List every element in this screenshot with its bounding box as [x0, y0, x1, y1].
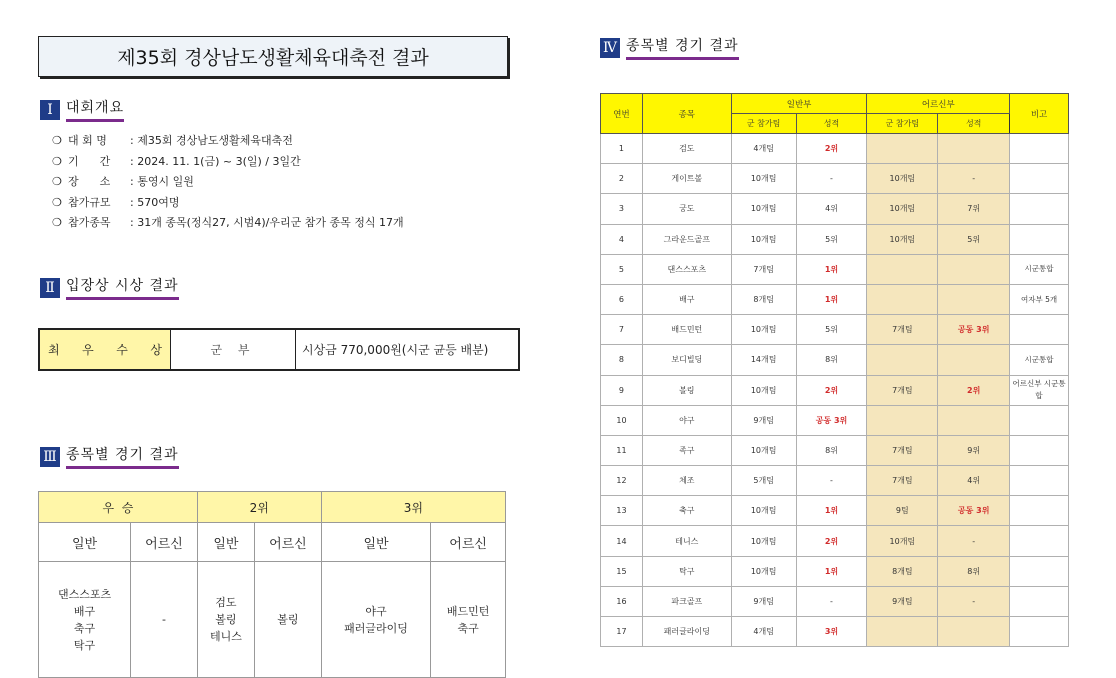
award-char: 상 — [150, 343, 162, 357]
event-results-table — [600, 93, 1069, 647]
table-row — [601, 496, 1069, 526]
event-name: 댄스스포츠 — [642, 254, 731, 284]
event-name: 족구 — [642, 435, 731, 465]
row-number: 2 — [601, 164, 643, 194]
table-row — [601, 556, 1069, 586]
header-first-place: 우 승 — [39, 492, 198, 523]
general-team-count: 4개팀 — [731, 617, 796, 647]
general-team-count: 10개팀 — [731, 375, 796, 405]
overview-value: : 2024. 11. 1(금) ~ 3(일) / 3일간 — [130, 154, 301, 168]
row-number: 17 — [601, 617, 643, 647]
event-name: 축구 — [457, 621, 479, 635]
event-name: 배드민턴 — [642, 315, 731, 345]
row-number: 7 — [601, 315, 643, 345]
row-number: 3 — [601, 194, 643, 224]
header-event: 종목 — [642, 94, 731, 134]
note — [1010, 466, 1069, 496]
senior-team-count — [867, 345, 938, 375]
general-team-count: 7개팀 — [731, 254, 796, 284]
table-row — [601, 254, 1069, 284]
general-team-count: 8개팀 — [731, 284, 796, 314]
overview-item — [52, 172, 404, 193]
table-row — [601, 345, 1069, 375]
note — [1010, 496, 1069, 526]
award-char: 수 — [116, 343, 128, 357]
results-cell — [39, 562, 131, 678]
note: 어르신부 시군통합 — [1010, 375, 1069, 405]
general-team-count: 10개팀 — [731, 435, 796, 465]
table-row — [601, 586, 1069, 616]
senior-result — [938, 254, 1010, 284]
senior-team-count: 8개팀 — [867, 556, 938, 586]
general-result: 2위 — [796, 134, 867, 164]
note: 여자부 5개 — [1010, 284, 1069, 314]
senior-team-count — [867, 134, 938, 164]
senior-team-count — [867, 284, 938, 314]
senior-result: - — [938, 164, 1010, 194]
general-team-count: 10개팀 — [731, 224, 796, 254]
overview-item — [52, 131, 404, 152]
row-number: 4 — [601, 224, 643, 254]
section-award-heading — [40, 275, 179, 300]
header-general: 일반부 — [731, 94, 867, 114]
general-team-count: 10개팀 — [731, 496, 796, 526]
subheader-general-result: 성적 — [796, 114, 867, 134]
general-result: 8위 — [796, 345, 867, 375]
event-name: 축구 — [73, 621, 96, 635]
senior-result: 2위 — [938, 375, 1010, 405]
award-name-cell — [40, 330, 171, 369]
results-cell — [321, 562, 431, 678]
senior-team-count: 7개팀 — [867, 435, 938, 465]
senior-result: 5위 — [938, 224, 1010, 254]
table-row — [601, 435, 1069, 465]
section-title: 종목별 경기 결과 — [66, 444, 179, 469]
section-detail-heading — [600, 35, 739, 60]
table-row — [601, 315, 1069, 345]
event-name: 테니스 — [209, 630, 242, 643]
row-number: 15 — [601, 556, 643, 586]
event-name: 보디빌딩 — [642, 345, 731, 375]
row-number: 13 — [601, 496, 643, 526]
award-prize-cell: 시상금 770,000원(시군 균등 배분) — [302, 343, 489, 357]
overview-value: : 제35회 경상남도생활체육대축전 — [130, 134, 293, 147]
event-name: 탁구 — [642, 556, 731, 586]
row-number: 5 — [601, 254, 643, 284]
event-name: 궁도 — [642, 194, 731, 224]
overview-item — [52, 152, 404, 173]
senior-team-count: 9팀 — [867, 496, 938, 526]
senior-team-count: 10개팀 — [867, 224, 938, 254]
table-row — [601, 375, 1069, 405]
table-row — [601, 164, 1069, 194]
general-result: 2위 — [796, 375, 867, 405]
senior-result: 7위 — [938, 194, 1010, 224]
senior-result — [938, 345, 1010, 375]
event-name: 볼링 — [277, 613, 299, 626]
senior-result — [938, 284, 1010, 314]
subheader: 어르신 — [431, 523, 506, 562]
general-team-count: 10개팀 — [731, 164, 796, 194]
results-summary-table — [38, 491, 506, 678]
note — [1010, 556, 1069, 586]
event-name: - — [161, 613, 166, 626]
event-name: 야구 — [642, 405, 731, 435]
overview-value: : 570여명 — [130, 195, 180, 209]
results-cell — [197, 562, 254, 678]
award-char: 우 — [82, 343, 94, 357]
general-team-count: 9개팀 — [731, 405, 796, 435]
general-result: 1위 — [796, 254, 867, 284]
event-name: 탁구 — [73, 638, 96, 652]
event-name: 야구 — [365, 604, 387, 618]
senior-result: 4위 — [938, 466, 1010, 496]
senior-team-count: 7개팀 — [867, 466, 938, 496]
table-row — [601, 284, 1069, 314]
overview-key: 대 회 명 — [68, 134, 107, 147]
row-number: 16 — [601, 586, 643, 616]
general-team-count: 14개팀 — [731, 345, 796, 375]
note — [1010, 194, 1069, 224]
header-second-place: 2위 — [197, 492, 321, 523]
bullet-icon: ❍ — [52, 195, 62, 209]
senior-result — [938, 405, 1010, 435]
subheader: 어르신 — [255, 523, 322, 562]
note — [1010, 435, 1069, 465]
row-number: 9 — [601, 375, 643, 405]
note: 시군통합 — [1010, 345, 1069, 375]
section-overview-heading — [40, 97, 124, 122]
general-result: 1위 — [796, 496, 867, 526]
event-name: 배드민턴 — [446, 604, 490, 618]
senior-team-count: 10개팀 — [867, 526, 938, 556]
award-division-cell: 군 부 — [171, 330, 296, 369]
event-name: 배구 — [642, 284, 731, 314]
senior-team-count: 10개팀 — [867, 194, 938, 224]
senior-result — [938, 617, 1010, 647]
note — [1010, 224, 1069, 254]
section-title: 대회개요 — [66, 97, 124, 122]
row-number: 10 — [601, 405, 643, 435]
general-result: 4위 — [796, 194, 867, 224]
row-number: 14 — [601, 526, 643, 556]
senior-result: 공동 3위 — [938, 315, 1010, 345]
general-result: 1위 — [796, 284, 867, 314]
subheader-senior-result: 성적 — [938, 114, 1010, 134]
results-cell — [431, 562, 506, 678]
subheader: 일반 — [321, 523, 431, 562]
header-senior: 어르신부 — [867, 94, 1010, 114]
bullet-icon: ❍ — [52, 154, 62, 168]
header-no: 연번 — [601, 94, 643, 134]
results-cell — [131, 562, 198, 678]
section-number: Ⅰ — [40, 100, 60, 120]
general-result: 5위 — [796, 224, 867, 254]
row-number: 1 — [601, 134, 643, 164]
overview-value: : 통영시 일원 — [130, 175, 194, 188]
section-number: Ⅲ — [40, 447, 60, 467]
note — [1010, 134, 1069, 164]
table-row — [601, 224, 1069, 254]
senior-team-count: 10개팀 — [867, 164, 938, 194]
general-result: - — [796, 586, 867, 616]
senior-team-count — [867, 405, 938, 435]
note — [1010, 405, 1069, 435]
table-row — [601, 194, 1069, 224]
senior-result: - — [938, 586, 1010, 616]
note — [1010, 526, 1069, 556]
overview-key: 기 간 — [68, 154, 111, 168]
results-cell — [255, 562, 322, 678]
table-row — [601, 617, 1069, 647]
note: 시군통합 — [1010, 254, 1069, 284]
overview-key: 장 소 — [68, 175, 111, 188]
event-name: 파크골프 — [642, 586, 731, 616]
general-result: 5위 — [796, 315, 867, 345]
senior-result: - — [938, 526, 1010, 556]
senior-team-count — [867, 617, 938, 647]
document-title: 제35회 경상남도생활체육대축전 결과 — [38, 36, 508, 77]
general-result: 8위 — [796, 435, 867, 465]
table-row — [601, 526, 1069, 556]
event-name: 볼링 — [215, 613, 237, 626]
general-result: 1위 — [796, 556, 867, 586]
general-team-count: 10개팀 — [731, 315, 796, 345]
row-number: 11 — [601, 435, 643, 465]
general-result: 3위 — [796, 617, 867, 647]
table-row — [601, 405, 1069, 435]
row-number: 12 — [601, 466, 643, 496]
general-team-count: 10개팀 — [731, 194, 796, 224]
row-number: 6 — [601, 284, 643, 314]
senior-result: 8위 — [938, 556, 1010, 586]
section-number: Ⅳ — [600, 38, 620, 58]
general-team-count: 5개팀 — [731, 466, 796, 496]
section-title: 종목별 경기 결과 — [626, 35, 739, 60]
section-number: Ⅱ — [40, 278, 60, 298]
senior-result: 공동 3위 — [938, 496, 1010, 526]
subheader-general-team: 군 참가팀 — [731, 114, 796, 134]
award-char: 최 — [48, 343, 60, 357]
bullet-icon: ❍ — [52, 216, 62, 229]
event-name: 테니스 — [642, 526, 731, 556]
general-result: - — [796, 466, 867, 496]
table-row — [601, 466, 1069, 496]
event-name: 패러글라이딩 — [344, 621, 408, 635]
general-team-count: 4개팀 — [731, 134, 796, 164]
table-row — [601, 134, 1069, 164]
general-team-count: 9개팀 — [731, 586, 796, 616]
senior-result: 9위 — [938, 435, 1010, 465]
header-note: 비고 — [1010, 94, 1069, 134]
general-team-count: 10개팀 — [731, 526, 796, 556]
subheader: 일반 — [39, 523, 131, 562]
overview-item — [52, 213, 404, 234]
general-team-count: 10개팀 — [731, 556, 796, 586]
senior-team-count: 9개팀 — [867, 586, 938, 616]
overview-list — [52, 131, 404, 234]
event-name: 축구 — [642, 496, 731, 526]
event-name: 그라운드골프 — [642, 224, 731, 254]
subheader-senior-team: 군 참가팀 — [867, 114, 938, 134]
section-results-heading — [40, 444, 179, 469]
note — [1010, 586, 1069, 616]
bullet-icon: ❍ — [52, 134, 62, 147]
note — [1010, 164, 1069, 194]
general-result: 2위 — [796, 526, 867, 556]
overview-value: : 31개 종목(정식27, 시범4)/우리군 참가 종목 정식 17개 — [130, 216, 404, 229]
senior-team-count: 7개팀 — [867, 315, 938, 345]
event-name: 게이트볼 — [642, 164, 731, 194]
event-name: 댄스스포츠 — [57, 587, 112, 601]
award-row — [38, 328, 520, 371]
header-third-place: 3위 — [321, 492, 505, 523]
bullet-icon: ❍ — [52, 175, 62, 188]
overview-key: 참가규모 — [68, 195, 111, 209]
overview-item — [52, 193, 404, 214]
subheader: 어르신 — [131, 523, 198, 562]
section-title: 입장상 시상 결과 — [66, 275, 179, 300]
event-name: 패러글라이딩 — [642, 617, 731, 647]
subheader: 일반 — [197, 523, 254, 562]
senior-result — [938, 134, 1010, 164]
general-result: - — [796, 164, 867, 194]
event-name: 검도 — [642, 134, 731, 164]
general-result: 공동 3위 — [796, 405, 867, 435]
event-name: 체조 — [642, 466, 731, 496]
note — [1010, 315, 1069, 345]
senior-team-count — [867, 254, 938, 284]
event-name: 검도 — [215, 596, 237, 609]
event-name: 배구 — [73, 604, 96, 618]
note — [1010, 617, 1069, 647]
event-name: 볼링 — [642, 375, 731, 405]
senior-team-count: 7개팀 — [867, 375, 938, 405]
row-number: 8 — [601, 345, 643, 375]
overview-key: 참가종목 — [68, 216, 111, 229]
